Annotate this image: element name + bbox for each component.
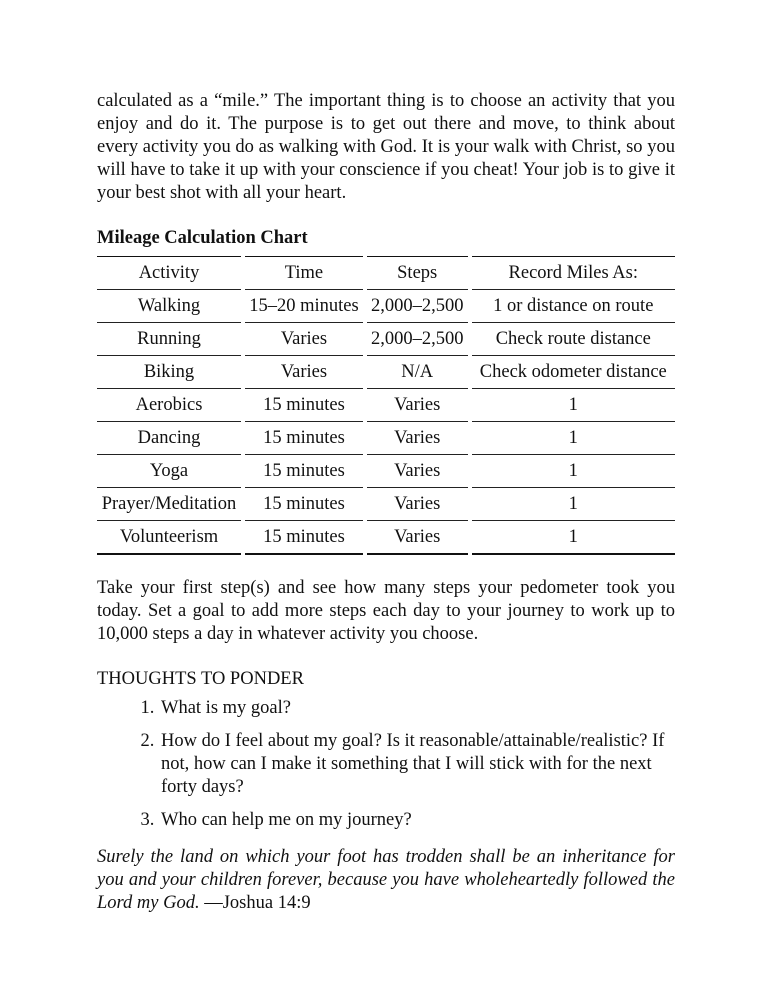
table-row	[97, 289, 675, 322]
cell-steps: 2,000–2,500	[367, 289, 468, 322]
cell-time: 15 minutes	[245, 454, 363, 487]
table-header-row	[97, 256, 675, 289]
cell-activity: Running	[97, 322, 241, 355]
cell-steps: Varies	[367, 454, 468, 487]
cell-activity: Aerobics	[97, 388, 241, 421]
cell-steps: Varies	[367, 520, 468, 555]
cell-time: 15 minutes	[245, 487, 363, 520]
table-row	[97, 322, 675, 355]
cell-record-miles: 1	[472, 388, 675, 421]
cell-activity: Volunteerism	[97, 520, 241, 555]
cell-steps: 2,000–2,500	[367, 322, 468, 355]
table-row	[97, 520, 675, 555]
cell-activity: Yoga	[97, 454, 241, 487]
quote-citation: —Joshua 14:9	[204, 893, 311, 913]
cell-activity: Biking	[97, 355, 241, 388]
cell-record-miles: Check odometer distance	[472, 355, 675, 388]
header-time: Time	[245, 256, 363, 289]
mileage-table-wrapper	[97, 256, 675, 555]
cell-time: 15 minutes	[245, 388, 363, 421]
quote-text: Surely the land on which your foot has trodden shall be an inheritance for you and your children forever, because you have wholeheartedly followed the Lord my God.	[97, 847, 675, 913]
cell-record-miles: 1	[472, 520, 675, 555]
thoughts-heading: THOUGHTS TO PONDER	[97, 669, 304, 689]
cell-time: Varies	[245, 322, 363, 355]
table-row	[97, 487, 675, 520]
cell-record-miles: 1	[472, 454, 675, 487]
thoughts-list	[97, 697, 675, 832]
after-paragraph: Take your first step(s) and see how many steps your pedometer took you today. Set a goal to add more steps each day to your journey to work up to 10,000 steps a day in whatever activity you choose.	[97, 578, 675, 644]
table-row	[97, 454, 675, 487]
table-row	[97, 355, 675, 388]
cell-record-miles: Check route distance	[472, 322, 675, 355]
cell-activity: Walking	[97, 289, 241, 322]
cell-steps: Varies	[367, 421, 468, 454]
cell-time: Varies	[245, 355, 363, 388]
cell-steps: Varies	[367, 388, 468, 421]
scripture-quote	[97, 846, 675, 915]
cell-record-miles: 1	[472, 487, 675, 520]
table-title: Mileage Calculation Chart	[97, 228, 308, 248]
cell-time: 15 minutes	[245, 520, 363, 555]
header-steps: Steps	[367, 256, 468, 289]
cell-time: 15 minutes	[245, 421, 363, 454]
header-activity: Activity	[97, 256, 241, 289]
cell-steps: N/A	[367, 355, 468, 388]
table-row	[97, 421, 675, 454]
table-row	[97, 388, 675, 421]
cell-record-miles: 1	[472, 421, 675, 454]
intro-paragraph: calculated as a “mile.” The important thing is to choose an activity that you enjoy and do it. The purpose is to get out there and move, to think about every activity you do as walking with God. It is your walk with Christ, so you will have to take it up with your conscience if you cheat! Your job is to give it your best shot with all your heart.	[97, 91, 675, 203]
list-item: 2. How do I feel about my goal? Is it reasonable/attainable/realistic? If not, how can I make it something that I will stick with for the next forty days?	[159, 730, 675, 799]
header-record-miles: Record Miles As:	[472, 256, 675, 289]
cell-record-miles: 1 or distance on route	[472, 289, 675, 322]
cell-activity: Prayer/Meditation	[97, 487, 241, 520]
list-item: 3. Who can help me on my journey?	[159, 809, 675, 832]
page-content	[97, 90, 675, 915]
cell-activity: Dancing	[97, 421, 241, 454]
list-item: 1. What is my goal?	[159, 697, 675, 720]
cell-time: 15–20 minutes	[245, 289, 363, 322]
cell-steps: Varies	[367, 487, 468, 520]
mileage-table	[93, 256, 679, 555]
